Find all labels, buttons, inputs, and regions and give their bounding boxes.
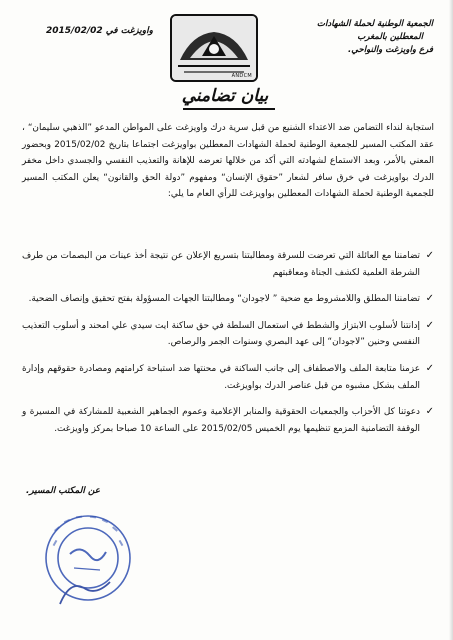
organization-logo xyxy=(170,14,258,82)
list-item-text: عزمنا متابعة الملف والاصطفاف إلى جانب الساكنة في محنتها ضد استباحة كرامتهم ومصادرة حقوقهم وإدارة الملف بشكل مشبوه من قبل عناصر الدرك بواويزغت. xyxy=(22,363,420,391)
list-item xyxy=(22,361,434,394)
org-line-3: فرع واويزغت والنواحي. xyxy=(347,45,433,55)
scan-edge xyxy=(449,0,453,640)
check-icon: ✓ xyxy=(425,293,434,305)
check-icon: ✓ xyxy=(425,406,434,418)
signature-line: عن المكتب المسير. xyxy=(26,486,100,496)
check-icon: ✓ xyxy=(425,362,434,374)
org-line-1: الجمعية الوطنية لحملة الشهادات xyxy=(316,19,433,29)
list-item-text: تضامننا مع العائلة التي تعرضت للسرقة ومطالبتنا بتسريع الإعلان عن نتيجة أخذ عينات من البصمات من طرف الشرطة العلمية لكشف الجناة ومعاقبتهم xyxy=(22,251,420,278)
intro-paragraph xyxy=(22,120,434,203)
document-title: بيان تضامني xyxy=(181,86,269,106)
statement-list xyxy=(22,248,434,447)
date-line: واويزغت في 2015/02/02 xyxy=(46,26,153,36)
list-item-text: إدانتنا لأسلوب الابتزاز والشطط في استعمال السلطة في حق ساكنة ايت سيدي علي امحند و أسلوب التعذيب النفسي وحنين ”لاجودان“ إلى عهد البصري وسنوات الجمر والرصاص. xyxy=(22,320,420,348)
logo-graphic xyxy=(172,16,256,80)
list-item-text: تضامننا المطلق واللامشروط مع ضحية ” لاجودان“ ومطالبتنا الجهات المسؤولة بفتح تحقيق وإنصاف الضحية. xyxy=(28,294,420,305)
logo-caption: ANDCM xyxy=(231,73,252,79)
official-stamp xyxy=(40,508,136,616)
organization-header xyxy=(313,18,433,57)
intro-text: استجابة لنداء التضامن ضد الاعتداء الشنيع من قبل سرية درك واويزغت على المواطن المدعو ”الذهبي سليمان“ ، عقد المكتب المسير للجمعية الوطنية لحملة الشهادات المعطلين بواويزغت اجتماعا بتاريخ 2015/02/02 وبحضور المعني بالأمر، وبعد الاستماع لشهادته التي أكد من خلالها تعرضه للإهانة والتعذيب النفسي والجسدي داخل مخفر الدرك بواويزغت في خرق سافر لشعار ”حقوق الإنسان“ ومفهوم ”دولة الحق والقانون“ يعلن المكتب المسير للجمعية الوطنية لحملة الشهادات المعطلين بواويزغت للرأي العام ما يلي: xyxy=(22,123,434,200)
list-item xyxy=(22,318,434,351)
list-item xyxy=(22,248,434,281)
list-item xyxy=(22,404,434,437)
check-icon: ✓ xyxy=(425,319,434,331)
list-item-text: دعوتنا كل الأحزاب والجمعيات الحقوقية والمنابر الإعلامية وعموم الجماهير الشعبية للمشاركة في المسيرة و الوقفة التضامنية المزمع تنظيمها يوم الخميس 2015/02/05 على الساعة 10 صباحا بمركز واويزغت. xyxy=(22,407,420,434)
org-line-2: المعطلين بالمغرب xyxy=(357,32,423,42)
stamp-graphic xyxy=(40,508,136,612)
title-underline xyxy=(183,108,275,110)
check-icon: ✓ xyxy=(425,250,434,261)
list-item xyxy=(22,291,434,308)
